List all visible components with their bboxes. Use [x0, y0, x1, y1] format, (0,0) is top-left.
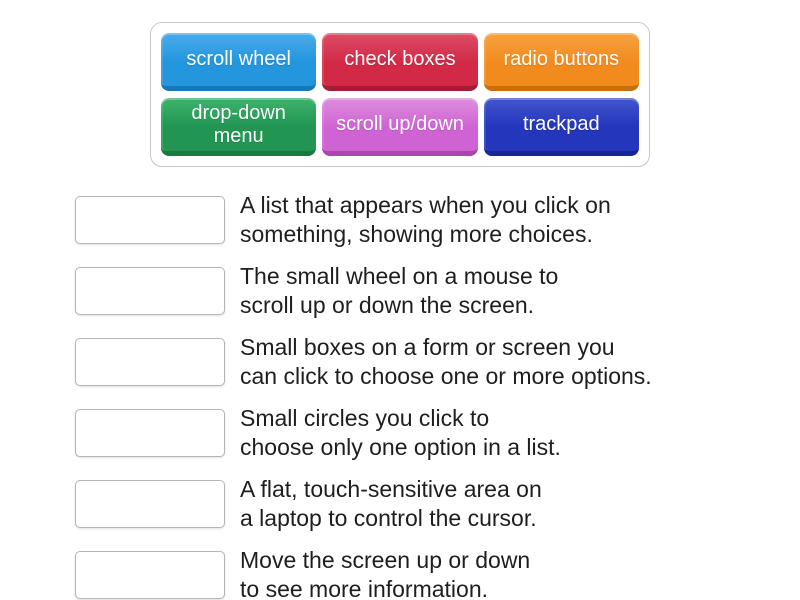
definition-text: [240, 333, 652, 391]
answer-slot-6[interactable]: [75, 551, 225, 599]
match-row: [75, 405, 765, 462]
definition-line: can click to choose one or more options.: [240, 363, 652, 389]
definition-line: to see more information.: [240, 576, 489, 600]
answer-slot-5[interactable]: [75, 480, 225, 528]
definition-text: [240, 404, 561, 462]
definition-text: [240, 262, 558, 320]
definition-text: [240, 546, 530, 600]
tile-drop-down-menu[interactable]: drop-down menu: [161, 98, 316, 156]
definition-line: a laptop to control the cursor.: [240, 505, 537, 531]
match-list: [75, 192, 765, 600]
definition-line: Move the screen up or down: [240, 547, 531, 573]
tile-scroll-wheel[interactable]: scroll wheel: [161, 33, 316, 91]
definition-text: [240, 191, 611, 249]
definition-text: [240, 475, 542, 533]
definition-line: choose only one option in a list.: [240, 434, 561, 460]
match-row: [75, 547, 765, 600]
answer-slot-4[interactable]: [75, 409, 225, 457]
tile-scroll-up-down[interactable]: scroll up/down: [322, 98, 477, 156]
match-row: [75, 476, 765, 533]
answer-slot-1[interactable]: [75, 196, 225, 244]
definition-line: something, showing more choices.: [240, 221, 593, 247]
match-row: [75, 192, 765, 249]
definition-line: Small boxes on a form or screen you: [240, 334, 615, 360]
match-row: [75, 334, 765, 391]
definition-line: A flat, touch-sensitive area on: [240, 476, 542, 502]
answer-slot-3[interactable]: [75, 338, 225, 386]
definition-line: scroll up or down the screen.: [240, 292, 535, 318]
definition-line: A list that appears when you click on: [240, 192, 611, 218]
definition-line: The small wheel on a mouse to: [240, 263, 559, 289]
match-row: [75, 263, 765, 320]
tile-check-boxes[interactable]: check boxes: [322, 33, 477, 91]
tile-trackpad[interactable]: trackpad: [484, 98, 639, 156]
word-bank-tray: [150, 22, 650, 167]
tile-radio-buttons[interactable]: radio buttons: [484, 33, 639, 91]
answer-slot-2[interactable]: [75, 267, 225, 315]
definition-line: Small circles you click to: [240, 405, 490, 431]
